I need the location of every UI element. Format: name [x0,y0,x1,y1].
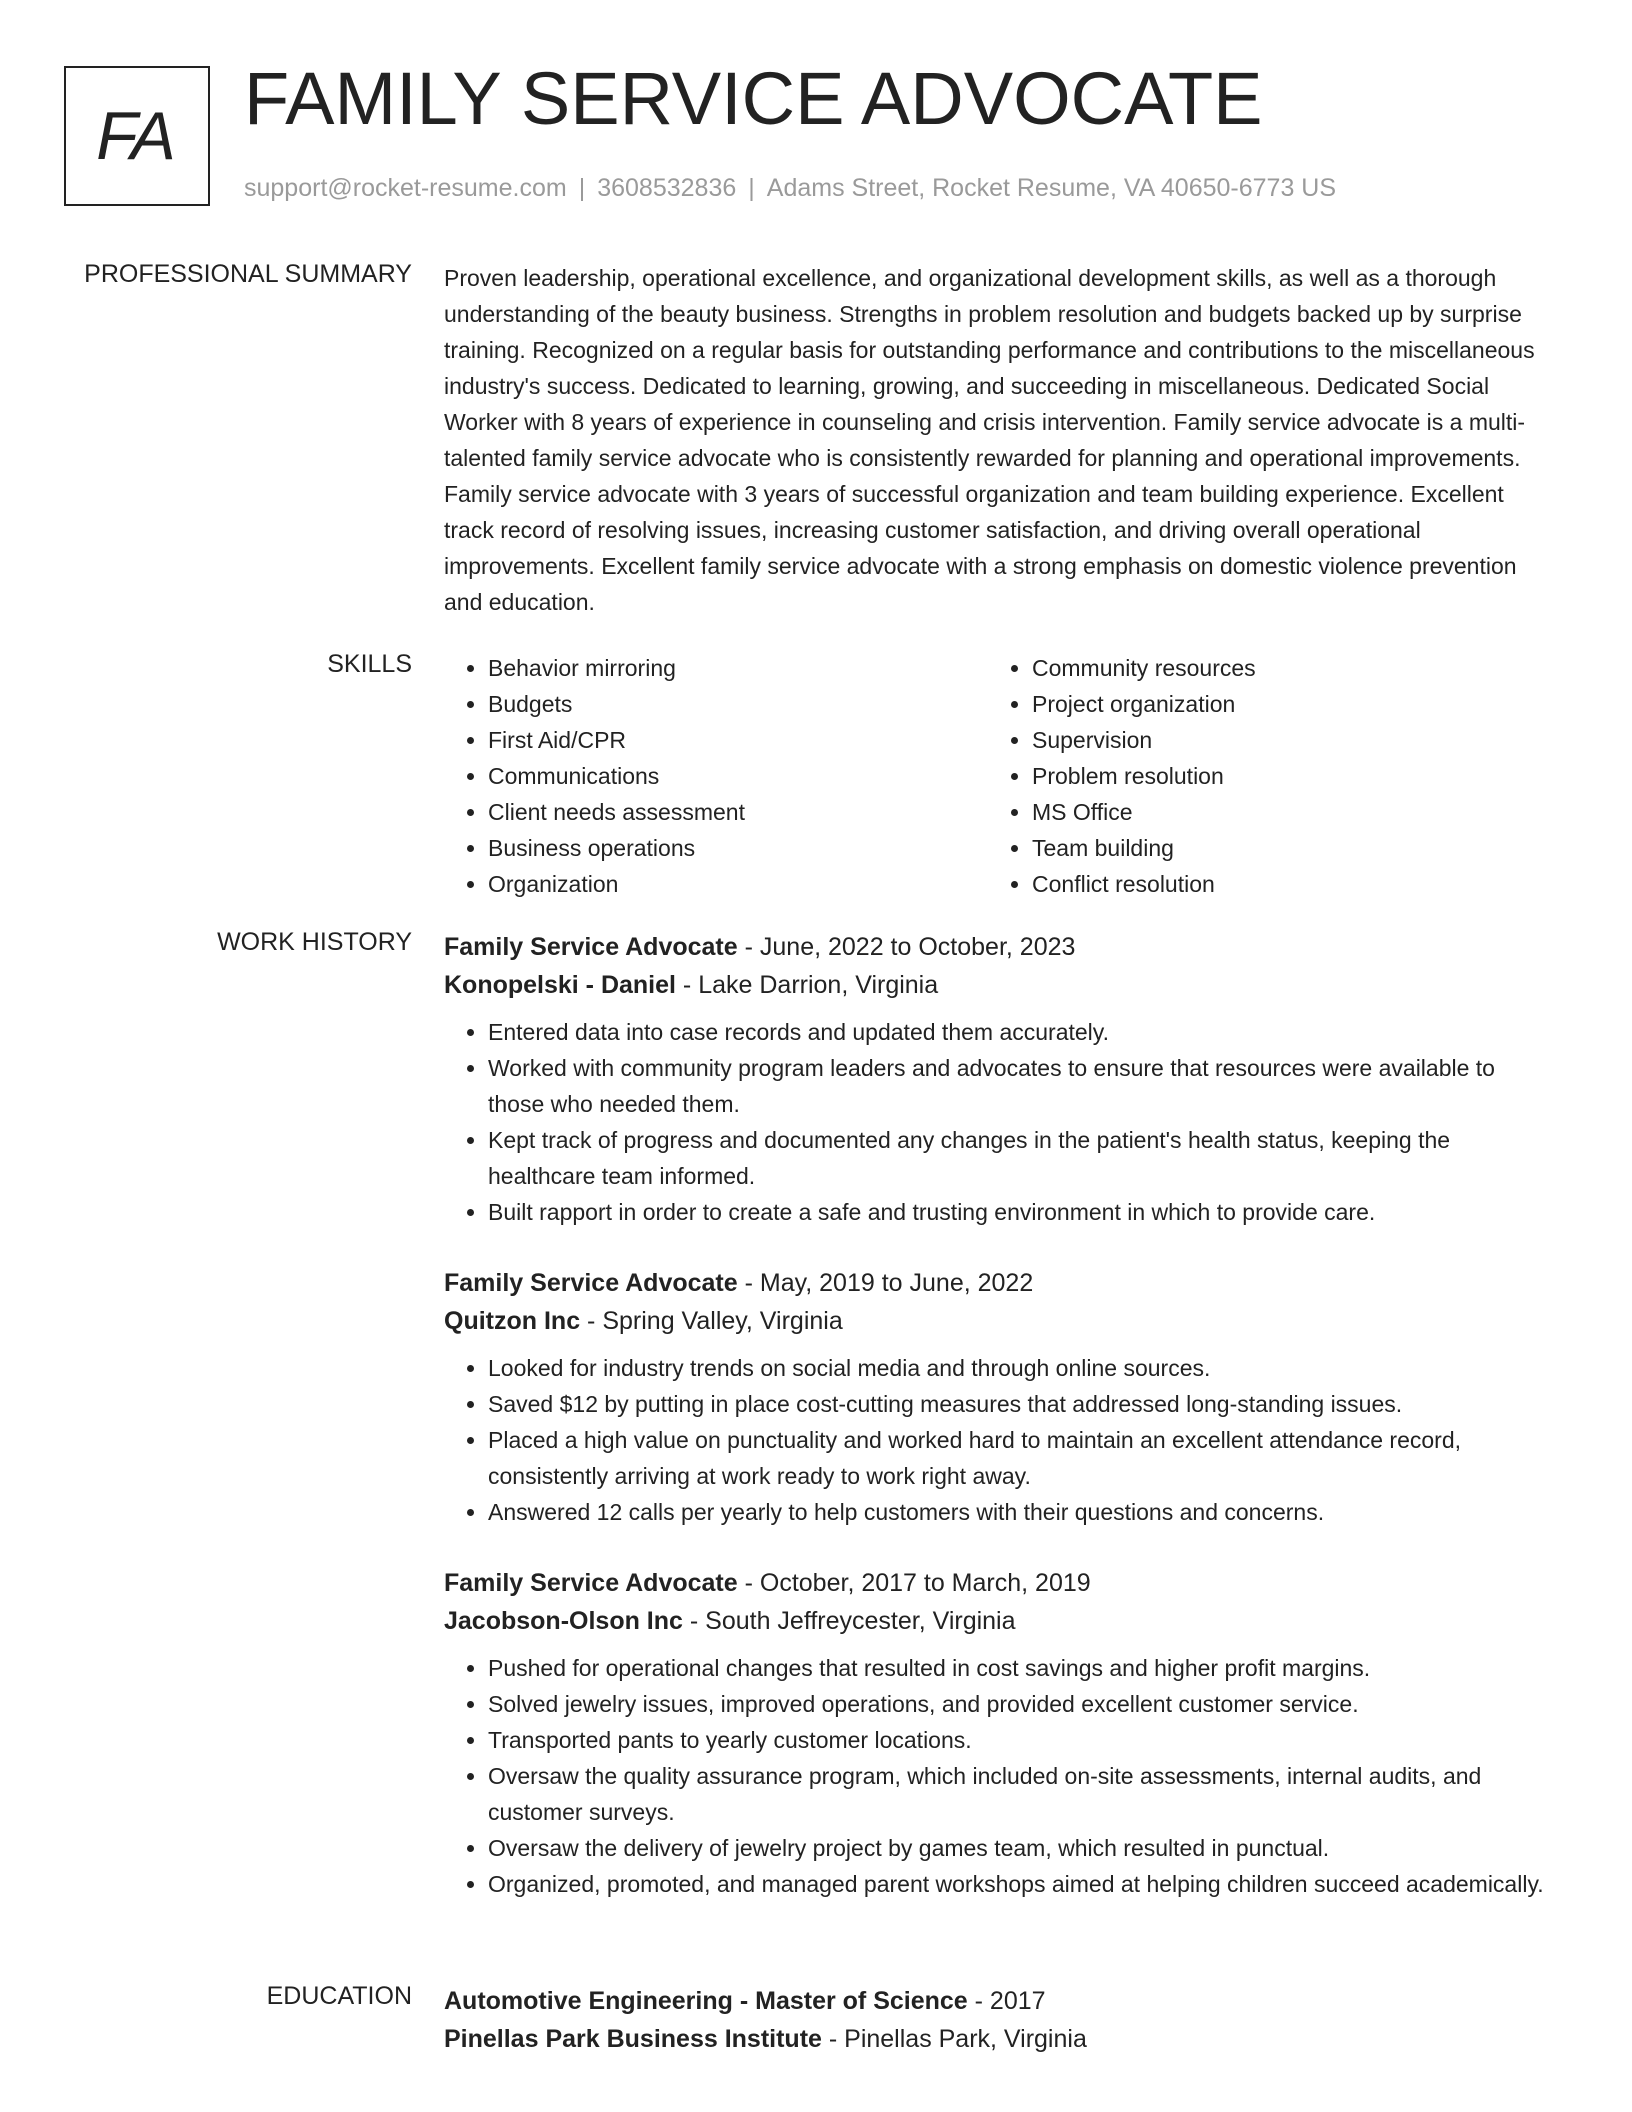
job-bullet: • Built rapport in order to create a safe and trusting environment in which to provide care. [488,1194,1554,1230]
contact-address: Adams Street, Rocket Resume, VA 40650-6773 US [766,174,1337,202]
job-title-line [444,928,1554,966]
degree-year: - 2017 [967,1987,1046,2015]
skills-columns [444,650,1554,902]
job-bullet: • Organized, promoted, and managed parent workshops aimed at helping children succeed academically. [488,1866,1554,1902]
job-entry [444,928,1554,1230]
job-bullets [444,1014,1554,1230]
skill-item: • MS Office [1032,794,1532,830]
job-entry [444,1264,1554,1530]
degree-line [444,1982,1554,2020]
monogram-text: FA [96,98,174,174]
job-dates: - October, 2017 to March, 2019 [737,1569,1091,1597]
skill-item: • First Aid/CPR [488,722,988,758]
summary-heading: PROFESSIONAL SUMMARY [84,260,412,288]
job-bullet: • Kept track of progress and documented any changes in the patient's health status, keeping the healthcare team informed. [488,1122,1554,1194]
job-bullets [444,1350,1554,1530]
job-bullet: • Worked with community program leaders and advocates to ensure that resources were available to those who needed them. [488,1050,1554,1122]
job-location: - South Jeffreycester, Virginia [682,1607,1016,1635]
skills-right-list [988,650,1532,902]
job-company-line [444,1302,1554,1340]
job-bullet: • Solved jewelry issues, improved operations, and provided excellent customer service. [488,1686,1554,1722]
job-bullet: • Oversaw the quality assurance program, which included on-site assessments, internal audits, and customer surveys. [488,1758,1554,1830]
job-bullet: • Entered data into case records and updated them accurately. [488,1014,1554,1050]
school-location: - Pinellas Park, Virginia [821,2025,1087,2053]
job-bullet: • Answered 12 calls per yearly to help customers with their questions and concerns. [488,1494,1554,1530]
education-body [444,1982,1554,2058]
job-company-line [444,966,1554,1004]
job-entry [444,1564,1554,1902]
job-company: Quitzon Inc [444,1307,581,1335]
job-company: Konopelski - Daniel [444,971,676,999]
job-bullet: • Saved $12 by putting in place cost-cutting measures that addressed long-standing issues. [488,1386,1554,1422]
skills-left-list [444,650,988,902]
job-bullet: • Placed a high value on punctuality and worked hard to maintain an excellent attendance record, consistently arriving at work ready to work right away. [488,1422,1554,1494]
contact-separator: | [578,174,586,202]
skill-item: • Community resources [1032,650,1532,686]
monogram-badge [64,66,210,206]
job-bullet: • Oversaw the delivery of jewelry project by games team, which resulted in punctual. [488,1830,1554,1866]
job-title-line [444,1264,1554,1302]
skill-item: • Conflict resolution [1032,866,1532,902]
job-bullet: • Looked for industry trends on social media and through online sources. [488,1350,1554,1386]
job-bullet: • Transported pants to yearly customer locations. [488,1722,1554,1758]
job-dates: - June, 2022 to October, 2023 [737,933,1076,961]
skill-item: • Business operations [488,830,988,866]
job-bullets [444,1650,1554,1902]
skill-item: • Problem resolution [1032,758,1532,794]
education-heading: EDUCATION [266,1982,412,2010]
job-dates: - May, 2019 to June, 2022 [737,1269,1034,1297]
job-company: Jacobson-Olson Inc [444,1607,683,1635]
contact-separator: | [748,174,755,202]
summary-text: Proven leadership, operational excellence, and organizational development skills, as well as a thorough understanding of the beauty business. Strengths in problem resolution and budgets backed up by surprise training. Recognized on a regular basis for outstanding performance and contributions to the miscellaneous industry's success. Dedicated to learning, growing, and succeeding in miscellaneous. Dedicated Social Worker with 8 years of experience in counseling and crisis intervention. Family service advocate is a multi-talented family service advocate who is consistently rewarded for planning and operational improvements. Family service advocate with 3 years of successful organization and team building experience. Excellent track record of resolving issues, increasing customer satisfaction, and driving overall operational improvements. Excellent family service advocate with a strong emphasis on domestic violence prevention and education. [444,265,1535,615]
skill-item: • Communications [488,758,988,794]
skill-item: • Supervision [1032,722,1532,758]
school-name: Pinellas Park Business Institute [444,2025,822,2053]
school-line [444,2020,1554,2058]
job-title-line [444,1564,1554,1602]
skill-item: • Behavior mirroring [488,650,988,686]
skill-item: • Team building [1032,830,1532,866]
job-title: Family Service Advocate [444,1569,738,1597]
degree-name: Automotive Engineering - Master of Science [444,1987,968,2015]
contact-line [244,174,1336,203]
job-title: Family Service Advocate [444,1269,738,1297]
job-bullet: • Pushed for operational changes that resulted in cost savings and higher profit margins. [488,1650,1554,1686]
job-title: Family Service Advocate [444,933,738,961]
contact-email[interactable]: support@rocket-resume.com [244,174,567,202]
job-location: - Lake Darrion, Virginia [675,971,939,999]
skill-item: • Client needs assessment [488,794,988,830]
skills-heading: SKILLS [327,650,412,678]
skill-item: • Project organization [1032,686,1532,722]
skill-item: • Organization [488,866,988,902]
summary-body [444,260,1554,620]
contact-phone[interactable]: 3608532836 [597,174,737,202]
skill-item: • Budgets [488,686,988,722]
job-location: - Spring Valley, Virginia [580,1307,843,1335]
resume-title: FAMILY SERVICE ADVOCATE [244,57,1263,140]
work-history-body [444,928,1554,1936]
job-company-line [444,1602,1554,1640]
work-history-heading: WORK HISTORY [217,928,412,956]
